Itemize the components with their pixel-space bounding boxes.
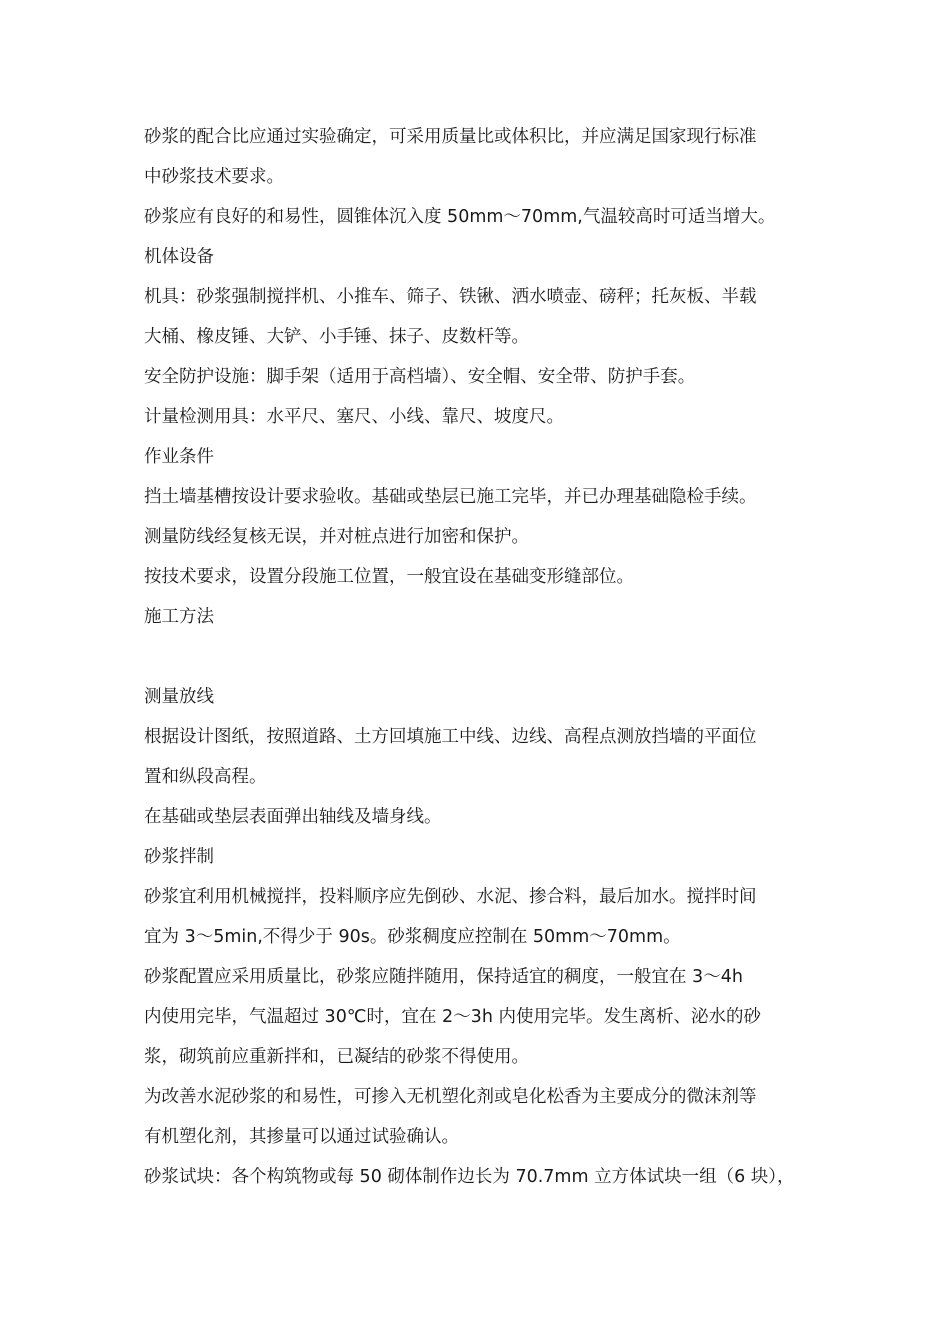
paragraph-line: 置和纵段高程。 — [144, 767, 267, 787]
section-heading: 砂浆拌制 — [144, 847, 214, 867]
paragraph-line: 安全防护设施：脚手架（适用于高档墙）、安全帽、安全带、防护手套。 — [144, 367, 696, 387]
paragraph-line: 在基础或垫层表面弹出轴线及墙身线。 — [144, 807, 442, 827]
section-heading: 施工方法 — [144, 607, 214, 627]
paragraph-line: 计量检测用具：水平尺、塞尺、小线、靠尺、坡度尺。 — [144, 407, 564, 427]
paragraph-line: 砂浆宜利用机械搅拌，投料顺序应先倒砂、水泥、掺合料，最后加水。搅拌时间 — [144, 887, 757, 907]
paragraph-line: 宜为 3～5min,不得少于 90s。砂浆稠度应控制在 50mm～70mm。 — [144, 927, 681, 947]
paragraph-line: 测量防线经复核无误，并对桩点进行加密和保护。 — [144, 527, 529, 547]
paragraph-line: 砂浆配置应采用质量比，砂浆应随拌随用，保持适宜的稠度，一般宜在 3～4h — [144, 967, 743, 987]
paragraph-line: 砂浆应有良好的和易性，圆锥体沉入度 50mm～70mm,气温较高时可适当增大。 — [144, 207, 776, 227]
section-heading: 作业条件 — [144, 447, 214, 467]
paragraph-line: 挡土墙基槽按设计要求验收。基础或垫层已施工完毕，并已办理基础隐检手续。 — [144, 487, 757, 507]
paragraph-line: 中砂浆技术要求。 — [144, 167, 284, 187]
paragraph-line: 砂浆试块：各个构筑物或每 50 砌体制作边长为 70.7mm 立方体试块一组（6 块）， — [144, 1167, 795, 1187]
paragraph-line: 砂浆的配合比应通过实验确定，可采用质量比或体积比，并应满足国家现行标准 — [144, 127, 757, 147]
paragraph-line: 为改善水泥砂浆的和易性，可掺入无机塑化剂或皂化松香为主要成分的微沫剂等 — [144, 1087, 757, 1107]
paragraph-line: 内使用完毕，气温超过 30℃时，宜在 2～3h 内使用完毕。发生离析、泌水的砂 — [144, 1007, 761, 1027]
paragraph-line: 按技术要求，设置分段施工位置，一般宜设在基础变形缝部位。 — [144, 567, 634, 587]
section-heading: 机体设备 — [144, 247, 214, 267]
paragraph-line: 机具：砂浆强制搅拌机、小推车、筛子、铁锹、洒水喷壶、磅秤；托灰板、半载 — [144, 287, 757, 307]
paragraph-line: 大桶、橡皮锤、大铲、小手锤、抹子、皮数杆等。 — [144, 327, 529, 347]
paragraph-line: 浆，砌筑前应重新拌和，已凝结的砂浆不得使用。 — [144, 1047, 529, 1067]
document-body — [144, 117, 812, 1197]
section-heading: 测量放线 — [144, 687, 214, 707]
paragraph-line: 根据设计图纸，按照道路、土方回填施工中线、边线、高程点测放挡墙的平面位 — [144, 727, 757, 747]
blank-line — [144, 637, 812, 677]
paragraph-line: 有机塑化剂，其掺量可以通过试验确认。 — [144, 1127, 459, 1147]
